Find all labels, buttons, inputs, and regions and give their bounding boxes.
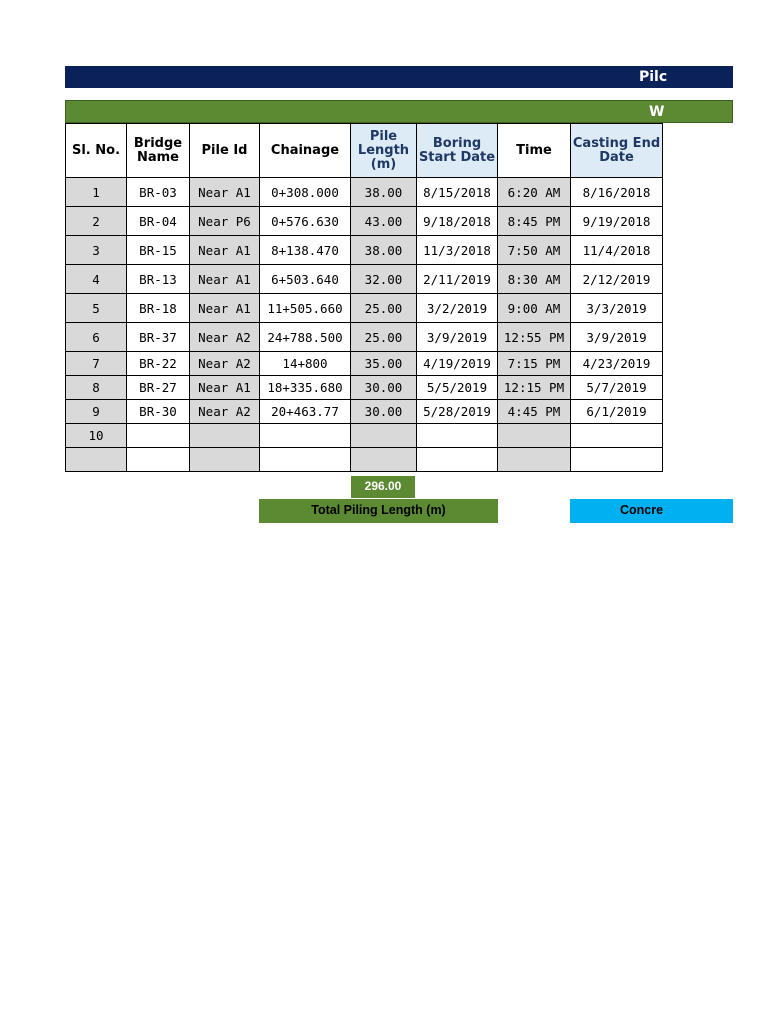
sheet-title: Pilc <box>639 69 668 85</box>
cell-bridge-name[interactable]: BR-04 <box>127 207 190 236</box>
cell-pile-length[interactable]: 32.00 <box>351 265 417 294</box>
cell-chainage[interactable]: 24+788.500 <box>260 323 351 352</box>
cell-time[interactable] <box>498 448 571 472</box>
cell-pile-id[interactable]: Near A2 <box>190 352 260 376</box>
cell-sl-no[interactable]: 8 <box>66 376 127 400</box>
cell-bridge-name[interactable] <box>127 424 190 448</box>
cell-chainage[interactable] <box>260 424 351 448</box>
cell-time[interactable]: 7:50 AM <box>498 236 571 265</box>
cell-sl-no[interactable]: 7 <box>66 352 127 376</box>
cell-bridge-name[interactable]: BR-22 <box>127 352 190 376</box>
table-row <box>66 323 663 352</box>
cell-chainage[interactable]: 14+800 <box>260 352 351 376</box>
cell-sl-no[interactable]: 9 <box>66 400 127 424</box>
cell-casting-end-date[interactable]: 8/16/2018 <box>571 178 663 207</box>
cell-pile-length[interactable]: 38.00 <box>351 236 417 265</box>
cell-time[interactable] <box>498 424 571 448</box>
column-header-boring-start-date[interactable]: Boring Start Date <box>417 124 498 178</box>
cell-time[interactable]: 6:20 AM <box>498 178 571 207</box>
cell-casting-end-date[interactable]: 3/3/2019 <box>571 294 663 323</box>
cell-casting-end-date[interactable]: 9/19/2018 <box>571 207 663 236</box>
cell-sl-no[interactable]: 2 <box>66 207 127 236</box>
column-header-chainage[interactable]: Chainage <box>260 124 351 178</box>
piling-table <box>65 123 663 472</box>
cell-sl-no[interactable] <box>66 448 127 472</box>
cell-pile-id[interactable]: Near A2 <box>190 400 260 424</box>
cell-time[interactable]: 12:55 PM <box>498 323 571 352</box>
cell-casting-end-date[interactable]: 11/4/2018 <box>571 236 663 265</box>
cell-time[interactable]: 9:00 AM <box>498 294 571 323</box>
cell-time[interactable]: 8:45 PM <box>498 207 571 236</box>
cell-chainage[interactable] <box>260 448 351 472</box>
cell-bridge-name[interactable] <box>127 448 190 472</box>
cell-pile-length[interactable]: 30.00 <box>351 376 417 400</box>
cell-pile-length[interactable] <box>351 448 417 472</box>
table-row <box>66 400 663 424</box>
cell-pile-length[interactable] <box>351 424 417 448</box>
cell-sl-no[interactable]: 5 <box>66 294 127 323</box>
cell-casting-end-date[interactable]: 4/23/2019 <box>571 352 663 376</box>
cell-boring-start-date[interactable]: 4/19/2019 <box>417 352 498 376</box>
cell-time[interactable]: 7:15 PM <box>498 352 571 376</box>
cell-pile-id[interactable]: Near P6 <box>190 207 260 236</box>
cell-chainage[interactable]: 0+576.630 <box>260 207 351 236</box>
cell-casting-end-date[interactable] <box>571 424 663 448</box>
cell-casting-end-date[interactable]: 2/12/2019 <box>571 265 663 294</box>
cell-bridge-name[interactable]: BR-37 <box>127 323 190 352</box>
cell-bridge-name[interactable]: BR-27 <box>127 376 190 400</box>
table-row <box>66 236 663 265</box>
cell-pile-id[interactable]: Near A1 <box>190 376 260 400</box>
column-header-pile-id[interactable]: Pile Id <box>190 124 260 178</box>
cell-pile-length[interactable]: 30.00 <box>351 400 417 424</box>
cell-sl-no[interactable]: 10 <box>66 424 127 448</box>
cell-pile-id[interactable] <box>190 424 260 448</box>
section-header-bar <box>65 100 733 123</box>
cell-pile-id[interactable]: Near A1 <box>190 265 260 294</box>
cell-chainage[interactable]: 20+463.77 <box>260 400 351 424</box>
table-row <box>66 424 663 448</box>
cell-chainage[interactable]: 6+503.640 <box>260 265 351 294</box>
cell-pile-id[interactable]: Near A1 <box>190 236 260 265</box>
cell-bridge-name[interactable]: BR-30 <box>127 400 190 424</box>
cell-pile-length[interactable]: 38.00 <box>351 178 417 207</box>
table-row <box>66 178 663 207</box>
cell-pile-id[interactable] <box>190 448 260 472</box>
cell-sl-no[interactable]: 6 <box>66 323 127 352</box>
table-body <box>66 178 663 472</box>
cell-time[interactable]: 4:45 PM <box>498 400 571 424</box>
cell-bridge-name[interactable]: BR-13 <box>127 265 190 294</box>
cell-bridge-name[interactable]: BR-03 <box>127 178 190 207</box>
cell-time[interactable]: 12:15 PM <box>498 376 571 400</box>
cell-pile-id[interactable]: Near A2 <box>190 323 260 352</box>
cell-boring-start-date[interactable]: 5/28/2019 <box>417 400 498 424</box>
table-row <box>66 376 663 400</box>
column-header-casting-end-date[interactable]: Casting End Date <box>571 124 663 178</box>
cell-boring-start-date[interactable]: 2/11/2019 <box>417 265 498 294</box>
sheet-title-bar <box>65 66 733 88</box>
cell-boring-start-date[interactable] <box>417 448 498 472</box>
cell-sl-no[interactable]: 3 <box>66 236 127 265</box>
cell-bridge-name[interactable]: BR-15 <box>127 236 190 265</box>
table-row <box>66 448 663 472</box>
table-row <box>66 265 663 294</box>
cell-chainage[interactable]: 18+335.680 <box>260 376 351 400</box>
cell-boring-start-date[interactable] <box>417 424 498 448</box>
cell-casting-end-date[interactable]: 6/1/2019 <box>571 400 663 424</box>
cell-pile-id[interactable]: Near A1 <box>190 294 260 323</box>
column-header-time[interactable]: Time <box>498 124 571 178</box>
cell-casting-end-date[interactable] <box>571 448 663 472</box>
section-header-title: W <box>649 104 665 120</box>
cell-pile-length[interactable]: 35.00 <box>351 352 417 376</box>
cell-pile-id[interactable]: Near A1 <box>190 178 260 207</box>
cell-casting-end-date[interactable]: 5/7/2019 <box>571 376 663 400</box>
cell-casting-end-date[interactable]: 3/9/2019 <box>571 323 663 352</box>
cell-boring-start-date[interactable]: 8/15/2018 <box>417 178 498 207</box>
cell-chainage[interactable]: 11+505.660 <box>260 294 351 323</box>
concrete-label <box>570 499 733 523</box>
cell-bridge-name[interactable]: BR-18 <box>127 294 190 323</box>
cell-boring-start-date[interactable]: 5/5/2019 <box>417 376 498 400</box>
cell-boring-start-date[interactable]: 3/9/2019 <box>417 323 498 352</box>
cell-boring-start-date[interactable]: 9/18/2018 <box>417 207 498 236</box>
column-header-bridge-name[interactable]: Bridge Name <box>127 124 190 178</box>
column-header-pile-length[interactable]: Pile Length (m) <box>351 124 417 178</box>
total-piling-length-value[interactable]: 296.00 <box>351 476 415 498</box>
cell-chainage[interactable]: 0+308.000 <box>260 178 351 207</box>
cell-pile-length[interactable]: 25.00 <box>351 323 417 352</box>
cell-boring-start-date[interactable]: 3/2/2019 <box>417 294 498 323</box>
cell-pile-length[interactable]: 25.00 <box>351 294 417 323</box>
table-row <box>66 207 663 236</box>
cell-boring-start-date[interactable]: 11/3/2018 <box>417 236 498 265</box>
cell-pile-length[interactable]: 43.00 <box>351 207 417 236</box>
concrete-label-text: Concre <box>620 503 664 517</box>
total-piling-length-label: Total Piling Length (m) <box>259 499 498 523</box>
cell-chainage[interactable]: 8+138.470 <box>260 236 351 265</box>
cell-sl-no[interactable]: 1 <box>66 178 127 207</box>
cell-sl-no[interactable]: 4 <box>66 265 127 294</box>
table-header-row <box>66 124 663 178</box>
table-row <box>66 352 663 376</box>
column-header-sl-no[interactable]: Sl. No. <box>66 124 127 178</box>
cell-time[interactable]: 8:30 AM <box>498 265 571 294</box>
table-row <box>66 294 663 323</box>
